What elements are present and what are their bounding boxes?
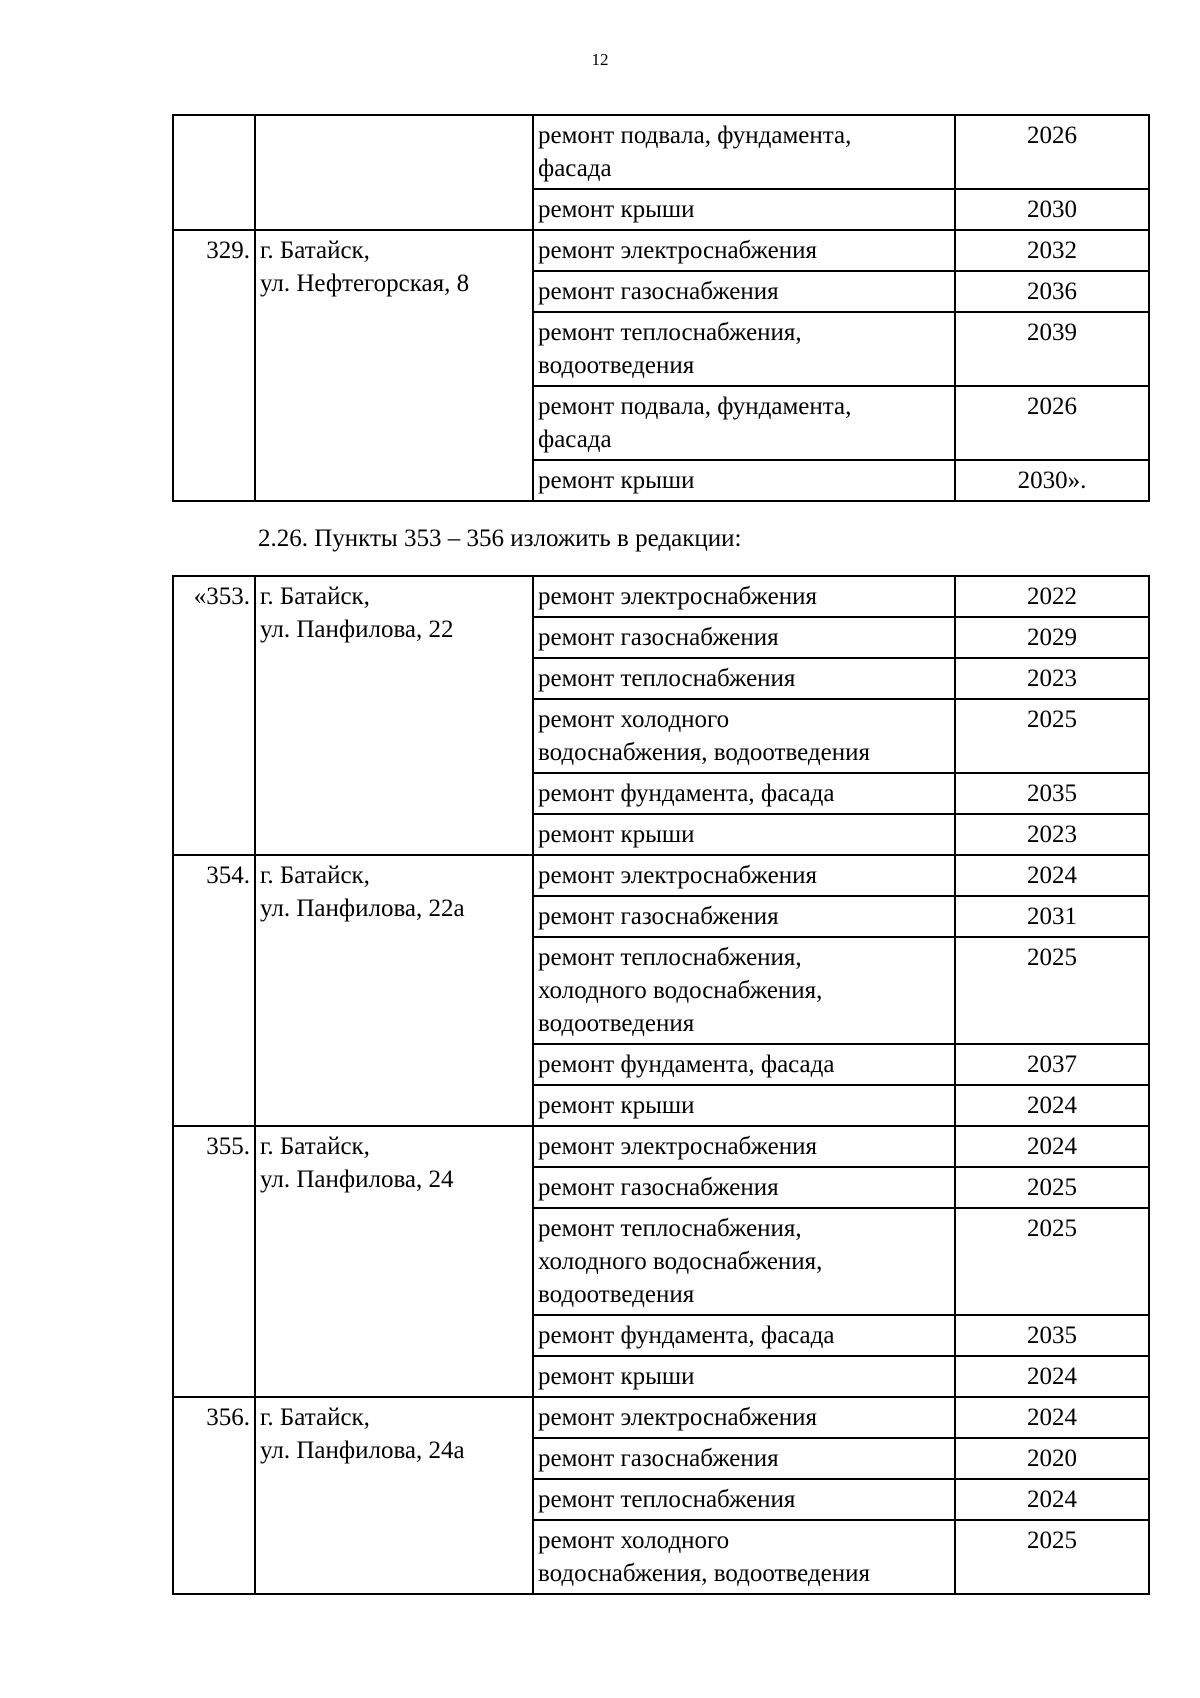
year-cell — [955, 814, 1149, 855]
work-line: ремонт подвала, фундамента, — [538, 122, 852, 149]
year-cell — [955, 386, 1149, 460]
year-value: 2039 — [1027, 319, 1077, 346]
section-instruction: 2.26. Пункты 353 – 356 изложить в редакции: — [258, 525, 742, 552]
year-value: 2035 — [1027, 1322, 1077, 1349]
table-row — [173, 1397, 1149, 1438]
address-line: ул. Панфилова, 24 — [260, 1166, 454, 1193]
item-number-cell — [173, 1397, 255, 1594]
year-cell — [955, 1438, 1149, 1479]
work-type-cell — [533, 1397, 955, 1438]
work-type-cell — [533, 1438, 955, 1479]
year-value: 2029 — [1027, 624, 1077, 651]
year-cell — [955, 576, 1149, 617]
year-cell — [955, 1085, 1149, 1126]
work-line: ремонт крыши — [538, 1092, 695, 1119]
work-type-cell — [533, 658, 955, 699]
year-value: 2030 — [1027, 196, 1077, 223]
year-value: 2025 — [1027, 944, 1077, 971]
work-line: ремонт фундамента, фасада — [538, 1051, 835, 1078]
item-number: «353. — [193, 583, 250, 610]
work-line: холодного водоснабжения, — [538, 1248, 823, 1275]
work-type-cell — [533, 617, 955, 658]
work-line: ремонт крыши — [538, 1363, 695, 1390]
year-cell — [955, 271, 1149, 312]
year-value: 2025 — [1027, 1527, 1077, 1554]
address-line: г. Батайск, — [260, 862, 370, 889]
work-line: водоснабжения, водоотведения — [538, 739, 870, 766]
year-value: 2024 — [1027, 1404, 1077, 1431]
year-value: 2024 — [1027, 1092, 1077, 1119]
year-cell — [955, 1520, 1149, 1594]
work-line: ремонт электроснабжения — [538, 237, 817, 264]
year-cell — [955, 617, 1149, 658]
address-cell — [255, 230, 533, 501]
year-cell — [955, 773, 1149, 814]
year-value: 2023 — [1027, 665, 1077, 692]
item-number-cell — [173, 855, 255, 1126]
work-type-cell — [533, 1479, 955, 1520]
work-line: ремонт теплоснабжения, — [538, 319, 802, 346]
year-value: 2037 — [1027, 1051, 1077, 1078]
item-number-cell — [173, 115, 255, 230]
work-type-cell — [533, 386, 955, 460]
year-cell — [955, 230, 1149, 271]
address-cell — [255, 576, 533, 855]
year-cell — [955, 1397, 1149, 1438]
year-value: 2026 — [1027, 122, 1077, 149]
year-cell — [955, 1208, 1149, 1315]
work-type-cell — [533, 937, 955, 1044]
year-value: 2026 — [1027, 393, 1077, 420]
year-cell — [955, 1356, 1149, 1397]
address-line: ул. Панфилова, 22а — [260, 895, 465, 922]
year-cell — [955, 312, 1149, 386]
table-row — [173, 855, 1149, 896]
work-type-cell — [533, 115, 955, 189]
table-row — [173, 115, 1149, 189]
work-line: ремонт газоснабжения — [538, 903, 779, 930]
year-value: 2024 — [1027, 1363, 1077, 1390]
work-type-cell — [533, 699, 955, 773]
year-cell — [955, 460, 1149, 501]
year-cell — [955, 896, 1149, 937]
work-type-cell — [533, 576, 955, 617]
work-type-cell — [533, 230, 955, 271]
address-line: г. Батайск, — [260, 1133, 370, 1160]
work-line: ремонт газоснабжения — [538, 278, 779, 305]
item-number-cell — [173, 1126, 255, 1397]
year-cell — [955, 937, 1149, 1044]
work-type-cell — [533, 1208, 955, 1315]
year-value: 2022 — [1027, 583, 1077, 610]
work-line: ремонт фундамента, фасада — [538, 780, 835, 807]
year-value: 2020 — [1027, 1445, 1077, 1472]
work-line: ремонт холодного — [538, 1527, 730, 1554]
item-number: 355. — [206, 1133, 250, 1160]
year-value: 2031 — [1027, 903, 1077, 930]
work-type-cell — [533, 1085, 955, 1126]
work-type-cell — [533, 312, 955, 386]
table-body — [173, 576, 1149, 1594]
table-row — [173, 230, 1149, 271]
table-items-353-356 — [172, 575, 1150, 1595]
year-value: 2024 — [1027, 1486, 1077, 1513]
table-row — [173, 576, 1149, 617]
address-cell — [255, 1126, 533, 1397]
item-number: 354. — [206, 862, 250, 889]
address-line: г. Батайск, — [260, 583, 370, 610]
year-value: 2024 — [1027, 1133, 1077, 1160]
work-line: ремонт крыши — [538, 196, 695, 223]
work-line: водоотведения — [538, 352, 695, 379]
address-line: ул. Панфилова, 22 — [260, 616, 454, 643]
work-line: ремонт электроснабжения — [538, 583, 817, 610]
work-line: ремонт электроснабжения — [538, 862, 817, 889]
address-cell — [255, 1397, 533, 1594]
year-cell — [955, 115, 1149, 189]
year-value: 2023 — [1027, 821, 1077, 848]
work-line: ремонт теплоснабжения, — [538, 1215, 802, 1242]
address-line: г. Батайск, — [260, 237, 370, 264]
work-line: ремонт электроснабжения — [538, 1404, 817, 1431]
work-line: водоотведения — [538, 1281, 695, 1308]
work-line: фасада — [538, 426, 612, 453]
work-line: ремонт подвала, фундамента, — [538, 393, 852, 420]
year-cell — [955, 1044, 1149, 1085]
work-line: ремонт теплоснабжения, — [538, 944, 802, 971]
year-value: 2030». — [1017, 467, 1087, 494]
item-number-cell — [173, 230, 255, 501]
item-number-cell — [173, 576, 255, 855]
work-type-cell — [533, 896, 955, 937]
address-line: ул. Нефтегорская, 8 — [260, 270, 470, 297]
year-value: 2035 — [1027, 780, 1077, 807]
work-type-cell — [533, 271, 955, 312]
work-line: ремонт газоснабжения — [538, 624, 779, 651]
work-type-cell — [533, 1044, 955, 1085]
table-body — [173, 115, 1149, 501]
year-cell — [955, 189, 1149, 230]
page-number: 12 — [591, 50, 609, 69]
work-line: ремонт фундамента, фасада — [538, 1322, 835, 1349]
work-type-cell — [533, 855, 955, 896]
year-cell — [955, 1315, 1149, 1356]
work-line: фасада — [538, 155, 612, 182]
work-type-cell — [533, 1520, 955, 1594]
work-line: водоснабжения, водоотведения — [538, 1560, 870, 1587]
work-type-cell — [533, 814, 955, 855]
year-value: 2036 — [1027, 278, 1077, 305]
item-number: 356. — [206, 1404, 250, 1431]
work-type-cell — [533, 460, 955, 501]
work-line: ремонт газоснабжения — [538, 1445, 779, 1472]
work-type-cell — [533, 189, 955, 230]
work-line: ремонт теплоснабжения — [538, 1486, 796, 1513]
address-cell — [255, 115, 533, 230]
address-cell — [255, 855, 533, 1126]
year-value: 2032 — [1027, 237, 1077, 264]
work-line: ремонт электроснабжения — [538, 1133, 817, 1160]
year-cell — [955, 1126, 1149, 1167]
work-line: ремонт крыши — [538, 821, 695, 848]
year-value: 2025 — [1027, 1215, 1077, 1242]
year-cell — [955, 658, 1149, 699]
table-continued — [172, 114, 1150, 502]
work-line: водоотведения — [538, 1010, 695, 1037]
work-line: ремонт холодного — [538, 706, 730, 733]
year-cell — [955, 1479, 1149, 1520]
work-type-cell — [533, 1126, 955, 1167]
item-number: 329. — [206, 237, 250, 264]
year-value: 2025 — [1027, 1174, 1077, 1201]
work-type-cell — [533, 773, 955, 814]
work-line: ремонт крыши — [538, 467, 695, 494]
year-cell — [955, 1167, 1149, 1208]
year-cell — [955, 855, 1149, 896]
year-cell — [955, 699, 1149, 773]
year-value: 2024 — [1027, 862, 1077, 889]
year-value: 2025 — [1027, 706, 1077, 733]
address-line: ул. Панфилова, 24а — [260, 1437, 465, 1464]
table-row — [173, 1126, 1149, 1167]
address-line: г. Батайск, — [260, 1404, 370, 1431]
work-type-cell — [533, 1167, 955, 1208]
work-line: ремонт теплоснабжения — [538, 665, 796, 692]
work-line: холодного водоснабжения, — [538, 977, 823, 1004]
work-type-cell — [533, 1356, 955, 1397]
work-line: ремонт газоснабжения — [538, 1174, 779, 1201]
work-type-cell — [533, 1315, 955, 1356]
